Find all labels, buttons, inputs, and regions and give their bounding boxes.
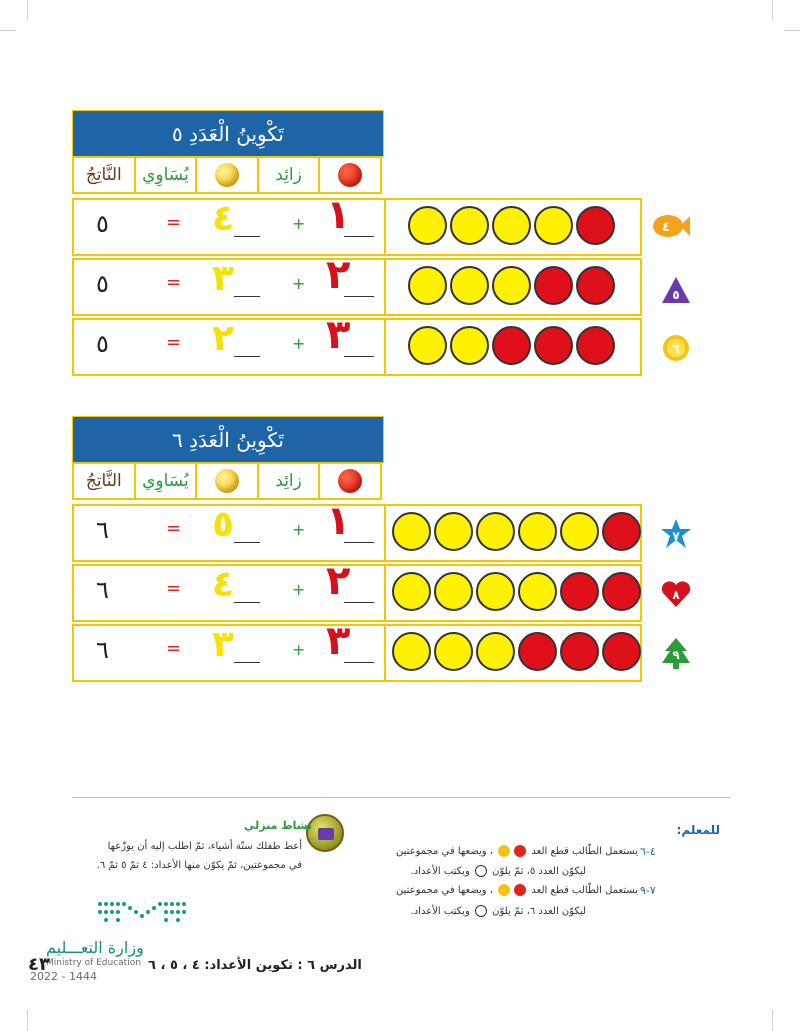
result-value: ٥ — [96, 330, 109, 358]
red-circle — [576, 206, 615, 245]
crop-mark — [27, 0, 28, 20]
result-header: النَّاتِجُ — [85, 471, 122, 491]
result-value: ٦ — [96, 576, 109, 604]
compose-six-section — [72, 416, 680, 684]
answer-blank — [234, 542, 260, 543]
yellow-circle — [434, 572, 473, 611]
header-row — [72, 156, 382, 194]
home-activity-title: نشاط منزلي — [244, 819, 313, 832]
exercise-row — [72, 252, 642, 316]
red-counter-icon — [338, 469, 362, 493]
ministry-name-english: Ministry of Education — [46, 958, 141, 968]
yellow-circle — [492, 206, 531, 245]
plus-header: زائِد — [257, 158, 319, 192]
star-shape-icon — [660, 518, 692, 550]
result-value: ٦ — [96, 516, 109, 544]
result-value: ٥ — [96, 270, 109, 298]
problem-number: ٦ — [672, 342, 680, 356]
plus-sign: + — [292, 214, 306, 233]
yellow-circle — [476, 632, 515, 671]
yellow-counter-icon — [498, 884, 510, 896]
red-count-answer: ٣ — [326, 312, 351, 358]
yellow-circle — [450, 326, 489, 365]
section-title: تَكْوِينُ الْعَدَدِ ٦ — [72, 416, 384, 463]
note-range: ٤-٦ — [640, 845, 656, 858]
red-counter-header — [318, 158, 380, 192]
plus-sign: + — [292, 334, 306, 353]
red-counter-icon — [514, 884, 526, 896]
yellow-circle — [518, 512, 557, 551]
red-circle — [534, 266, 573, 305]
yellow-circle — [518, 572, 557, 611]
note-line — [396, 845, 638, 857]
yellow-count-answer: ٤ — [212, 564, 234, 605]
answer-blank — [234, 662, 260, 663]
counter-circles — [392, 572, 641, 611]
red-circle — [518, 632, 557, 671]
yellow-circle — [408, 266, 447, 305]
equals-sign: = — [166, 212, 182, 233]
yellow-circle — [476, 572, 515, 611]
red-circle — [560, 572, 599, 611]
plus-sign: + — [292, 640, 306, 659]
crop-mark — [772, 0, 773, 20]
flower-icon — [660, 332, 692, 364]
fish-icon — [650, 210, 690, 242]
footer-divider — [72, 797, 730, 798]
red-count-answer: ١ — [326, 192, 351, 238]
teacher-note-heading: للمعلم: — [676, 823, 720, 837]
equation-area — [74, 312, 386, 374]
triangle-shape-icon — [660, 275, 692, 305]
note-text: ليكوّن العدد ٦، ثمّ يلوّن — [492, 906, 586, 917]
red-circle — [576, 266, 615, 305]
red-circle — [534, 326, 573, 365]
plus-sign: + — [292, 274, 306, 293]
equation-area — [74, 558, 386, 620]
heart-shape-icon — [660, 579, 692, 609]
plus-sign: + — [292, 580, 306, 599]
triangle-icon — [660, 274, 692, 306]
plus-sign: + — [292, 520, 306, 539]
counter-circles — [408, 266, 615, 305]
answer-blank — [234, 296, 260, 297]
home-activity-line: في مجموعتين، ثمّ يكوّن منها الأعداد: ٤ ثمّ ٥ ثمّ ٦. — [96, 860, 302, 871]
crop-mark — [27, 1010, 28, 1031]
yellow-circle — [408, 206, 447, 245]
equals-header: يُسَاوِي — [134, 464, 196, 498]
note-text: يستعمل الطّالب قطع العد — [531, 846, 638, 857]
equals-sign: = — [166, 518, 182, 539]
equals-sign: = — [166, 638, 182, 659]
note-range: ٧-٩ — [640, 884, 656, 897]
ministry-logo-icon — [96, 898, 188, 926]
exercise-row — [72, 558, 642, 622]
counter-circles — [408, 206, 615, 245]
exercise-row — [72, 312, 642, 376]
yellow-circle — [492, 266, 531, 305]
red-circle — [576, 326, 615, 365]
crop-mark — [784, 30, 800, 31]
red-counter-icon — [514, 845, 526, 857]
note-text: ، ويضعها في مجموعتين — [396, 846, 494, 857]
star-icon — [660, 518, 692, 550]
red-count-answer: ٢ — [326, 252, 351, 298]
red-circle — [560, 632, 599, 671]
note-line — [396, 884, 638, 896]
equals-sign: = — [166, 578, 182, 599]
answer-blank — [234, 356, 260, 357]
yellow-counter-icon — [215, 469, 239, 493]
compose-five-section — [72, 110, 680, 378]
yellow-circle — [534, 206, 573, 245]
problem-number: ٥ — [672, 288, 680, 302]
red-counter-icon — [338, 163, 362, 187]
yellow-circle — [392, 632, 431, 671]
yellow-circle — [434, 632, 473, 671]
yellow-circle — [408, 326, 447, 365]
home-activity-line: أعط طفلك ستّة أشياء، ثمّ اطلب إليه أن يوزّعها — [107, 841, 302, 852]
yellow-circle — [560, 512, 599, 551]
answer-blank — [344, 296, 374, 297]
fish-shape-icon — [650, 211, 690, 241]
yellow-circle — [450, 266, 489, 305]
red-count-answer: ١ — [326, 498, 351, 544]
problem-number: ٤ — [662, 220, 670, 235]
header-row — [72, 462, 382, 500]
yellow-count-answer: ٣ — [212, 624, 234, 665]
yellow-count-answer: ٤ — [212, 198, 234, 239]
yellow-count-answer: ٣ — [212, 258, 234, 299]
plus-header: زائِد — [257, 464, 319, 498]
note-text: ويكتب الأعداد. — [410, 906, 470, 917]
answer-blank — [344, 236, 374, 237]
note-line — [411, 905, 586, 917]
yellow-circle — [392, 512, 431, 551]
answer-blank — [344, 662, 374, 663]
yellow-circle — [392, 572, 431, 611]
yellow-counter-header — [195, 464, 257, 498]
tree-icon — [660, 638, 692, 670]
ministry-name-arabic: وزارة التعـــليم — [46, 938, 144, 957]
result-header: النَّاتِجُ — [85, 165, 122, 185]
yellow-circle — [450, 206, 489, 245]
exercise-row — [72, 618, 642, 682]
yellow-count-answer: ٢ — [212, 318, 234, 359]
yellow-counter-header — [195, 158, 257, 192]
answer-blank — [344, 542, 374, 543]
red-count-answer: ٢ — [326, 558, 351, 604]
problem-number: ٨ — [672, 588, 680, 602]
lesson-title: الدرس ٦ : تكوين الأعداد: ٤ ، ٥ ، ٦ — [148, 958, 362, 973]
counter-circles — [392, 632, 641, 671]
problem-number: ٩ — [672, 648, 680, 662]
page-number: ٤٣ — [28, 954, 50, 975]
answer-blank — [344, 602, 374, 603]
result-value: ٥ — [96, 210, 109, 238]
red-count-answer: ٣ — [326, 618, 351, 664]
counter-circles — [408, 326, 615, 365]
problem-number: ٧ — [672, 529, 680, 543]
flower-shape-icon — [660, 332, 692, 364]
yellow-circle — [434, 512, 473, 551]
answer-blank — [234, 602, 260, 603]
equals-header: يُسَاوِي — [134, 158, 196, 192]
edition-year: 2022 - 1444 — [30, 970, 97, 983]
answer-blank — [344, 356, 374, 357]
crop-mark — [772, 1010, 773, 1031]
red-circle — [602, 632, 641, 671]
red-circle — [492, 326, 531, 365]
counter-circles — [392, 512, 641, 551]
exercise-row — [72, 192, 642, 256]
note-text: ويكتب الأعداد. — [410, 866, 470, 877]
result-value: ٦ — [96, 636, 109, 664]
yellow-counter-icon — [215, 163, 239, 187]
equation-area — [74, 618, 386, 680]
red-circle — [602, 512, 641, 551]
answer-blank — [234, 236, 260, 237]
yellow-counter-icon — [498, 845, 510, 857]
yellow-circle — [476, 512, 515, 551]
red-circle — [602, 572, 641, 611]
equation-area — [74, 252, 386, 314]
equation-area — [74, 498, 386, 560]
equals-sign: = — [166, 272, 182, 293]
equals-sign: = — [166, 332, 182, 353]
equation-area — [74, 192, 386, 254]
section-title: تَكْوِينُ الْعَدَدِ ٥ — [72, 110, 384, 157]
note-line — [411, 865, 586, 877]
empty-circle-icon — [475, 865, 487, 877]
crop-mark — [0, 30, 16, 31]
note-text: ليكوّن العدد ٥، ثمّ يلوّن — [492, 866, 586, 877]
note-text: يستعمل الطّالب قطع العد — [531, 885, 638, 896]
yellow-count-answer: ٥ — [212, 504, 234, 545]
tree-shape-icon — [660, 637, 692, 671]
note-text: ، ويضعها في مجموعتين — [396, 885, 494, 896]
empty-circle-icon — [475, 905, 487, 917]
exercise-row — [72, 498, 642, 562]
red-counter-header — [318, 464, 380, 498]
heart-icon — [660, 578, 692, 610]
